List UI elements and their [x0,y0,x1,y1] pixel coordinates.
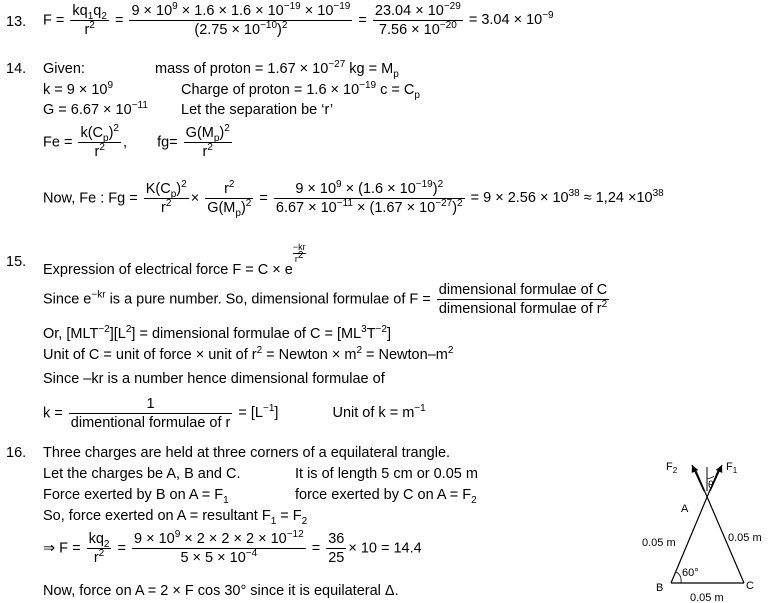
vertex-c-label: C [746,580,754,592]
q14-mass-proton: mass of proton = $1.67 \times 10^{-27}$ kg = $M_p$ [155,59,399,80]
q14-g-value: $G = 6.67 \times 10^{-11}$ [43,100,148,118]
vertex-b-label: B [656,582,664,594]
q16-line4: So, force exerted on A = resultant $F_1 = F_2$ [43,508,308,527]
f2-label: $F_2$ [666,461,678,475]
left-length-label: 0.05 m [642,537,676,549]
f1-label: $F_1$ [726,461,738,475]
vertex-a-label: A [681,503,689,515]
q14-given-label: Given: [43,61,85,77]
q13-line: F = $\frac{kq_1q_2}{r^2}$ = $\frac{9 \times 10^9 \times 1.6 \times 1.6 \times 10^{-19} \times 10^{-19}}{(2.75 \times 10^{-10})^2}$ = $\frac{23.04 \times 10^{-29}}{7.56 \times 10^{-20}}$ = $3.04 \times 10^{-9}$ [43,1,554,39]
theta-label: θ [708,480,714,491]
q15-number: 15. [6,254,27,270]
q13-frac2: $\frac{9 \times 10^9 \times 1.6 \times 1.6 \times 10^{-19} \times 10^{-19}}{(2.75 \times 10^{-10})^2}$ [131,1,351,39]
q14-ratio: Now, Fe : Fg = $\frac{K(C_p)^2}{r^2}$ × $\frac{r^2}{G(M_p)^2}$ = $\frac{9 \times 10^9 \times (1.6 \times 10^{-19})^2}{6.67 \times 10^{-11} \times (1.67 \times 10^{-27})^2}$ = $9 \times 2.56 \times 10^{38} \approx 1,24 \times 10^{38}$ [43,179,664,220]
q13-lhs: F = [43,12,65,29]
q14-fe: Fe = $\frac{k(C_p)^2}{r^2}$ , fg= $\frac{G(M_p)^2}{r^2}$ [43,123,230,161]
q15-expression: Expression of electrical force F = C × e $^{\frac{-kr}{r^2}}$ [43,242,306,278]
q13-number: 13. [6,14,27,30]
q15-since-kr: Since –kr is a number hence dimensional formulae of [43,371,385,387]
angle-60-arc [676,572,681,583]
theta-arc [707,476,714,479]
q16-line2b: It is of length 5 cm or 0.05 m [295,466,478,482]
q13-result: = $3.04 \times 10^{-9}$ [468,10,554,29]
q15-k-line: k = 1 dimentional formulae of r = $[L^{-1}]$ Unit of $k = m^{-1}$ [43,396,426,432]
q16-number: 16. [6,445,27,461]
q16-line3b: force exerted by C on $A = F_2$ [295,487,477,506]
q16-calc: ⇒ F = $\frac{kq_2}{r^2}$ = $\frac{9 \times 10^9 \times 2 \times 2 \times 2 \times 10^{-12}}{5 \times 5 \times 10^{-4}}$ = $\frac{36}{25}$ × 10 = 14.4 [43,529,422,567]
triangle-diagram [630,455,769,603]
q16-line6: Now, force on A = 2 × F cos 30° since it is equilateral Δ. [43,583,399,599]
q15-since-pure: Since $e^{-kr}$ is a pure number. So, dimensional formulae of F = dimensional formulae of C dimensional formulae of $r^2$ [43,282,608,318]
right-length-label: 0.05 m [728,532,762,544]
q15-or-line: Or, $[MLT^{-2}][L^2]$ = dimensional formulae of $C = [ML^3T^{-2}]$ [43,324,391,342]
q13-frac3: $\frac{23.04 \times 10^{-29}}{7.56 \times 10^{-20}}$ [374,1,461,39]
bottom-length-label: 0.05 m [690,592,724,603]
side-ac [696,471,744,583]
q16-line3a: Force exerted by B on $A = F_1$ [43,487,229,506]
q13-frac1: $\frac{kq_1q_2}{r^2}$ [72,3,107,39]
q16-line1: Three charges are held at three corners of a equilateral trangle. [43,445,451,461]
q14-k-value: $k = 9 \times 10^9$ [43,80,114,98]
q16-line2a: Let the charges be A, B and C. [43,466,241,482]
q14-separation: Let the separation be ‘r’ [181,102,334,118]
angle-60-label: 60° [682,567,699,579]
q15-unit-c: Unit of C = unit of force × unit of $r^2$ = Newton × $m^2$ = Newton–$m^2$ [43,345,454,363]
q14-charge-proton: Charge of proton = $1.6 \times 10^{-19}$ $c = C_p$ [181,80,420,101]
q14-number: 14. [6,61,27,77]
force-f2-arrow [692,465,704,491]
